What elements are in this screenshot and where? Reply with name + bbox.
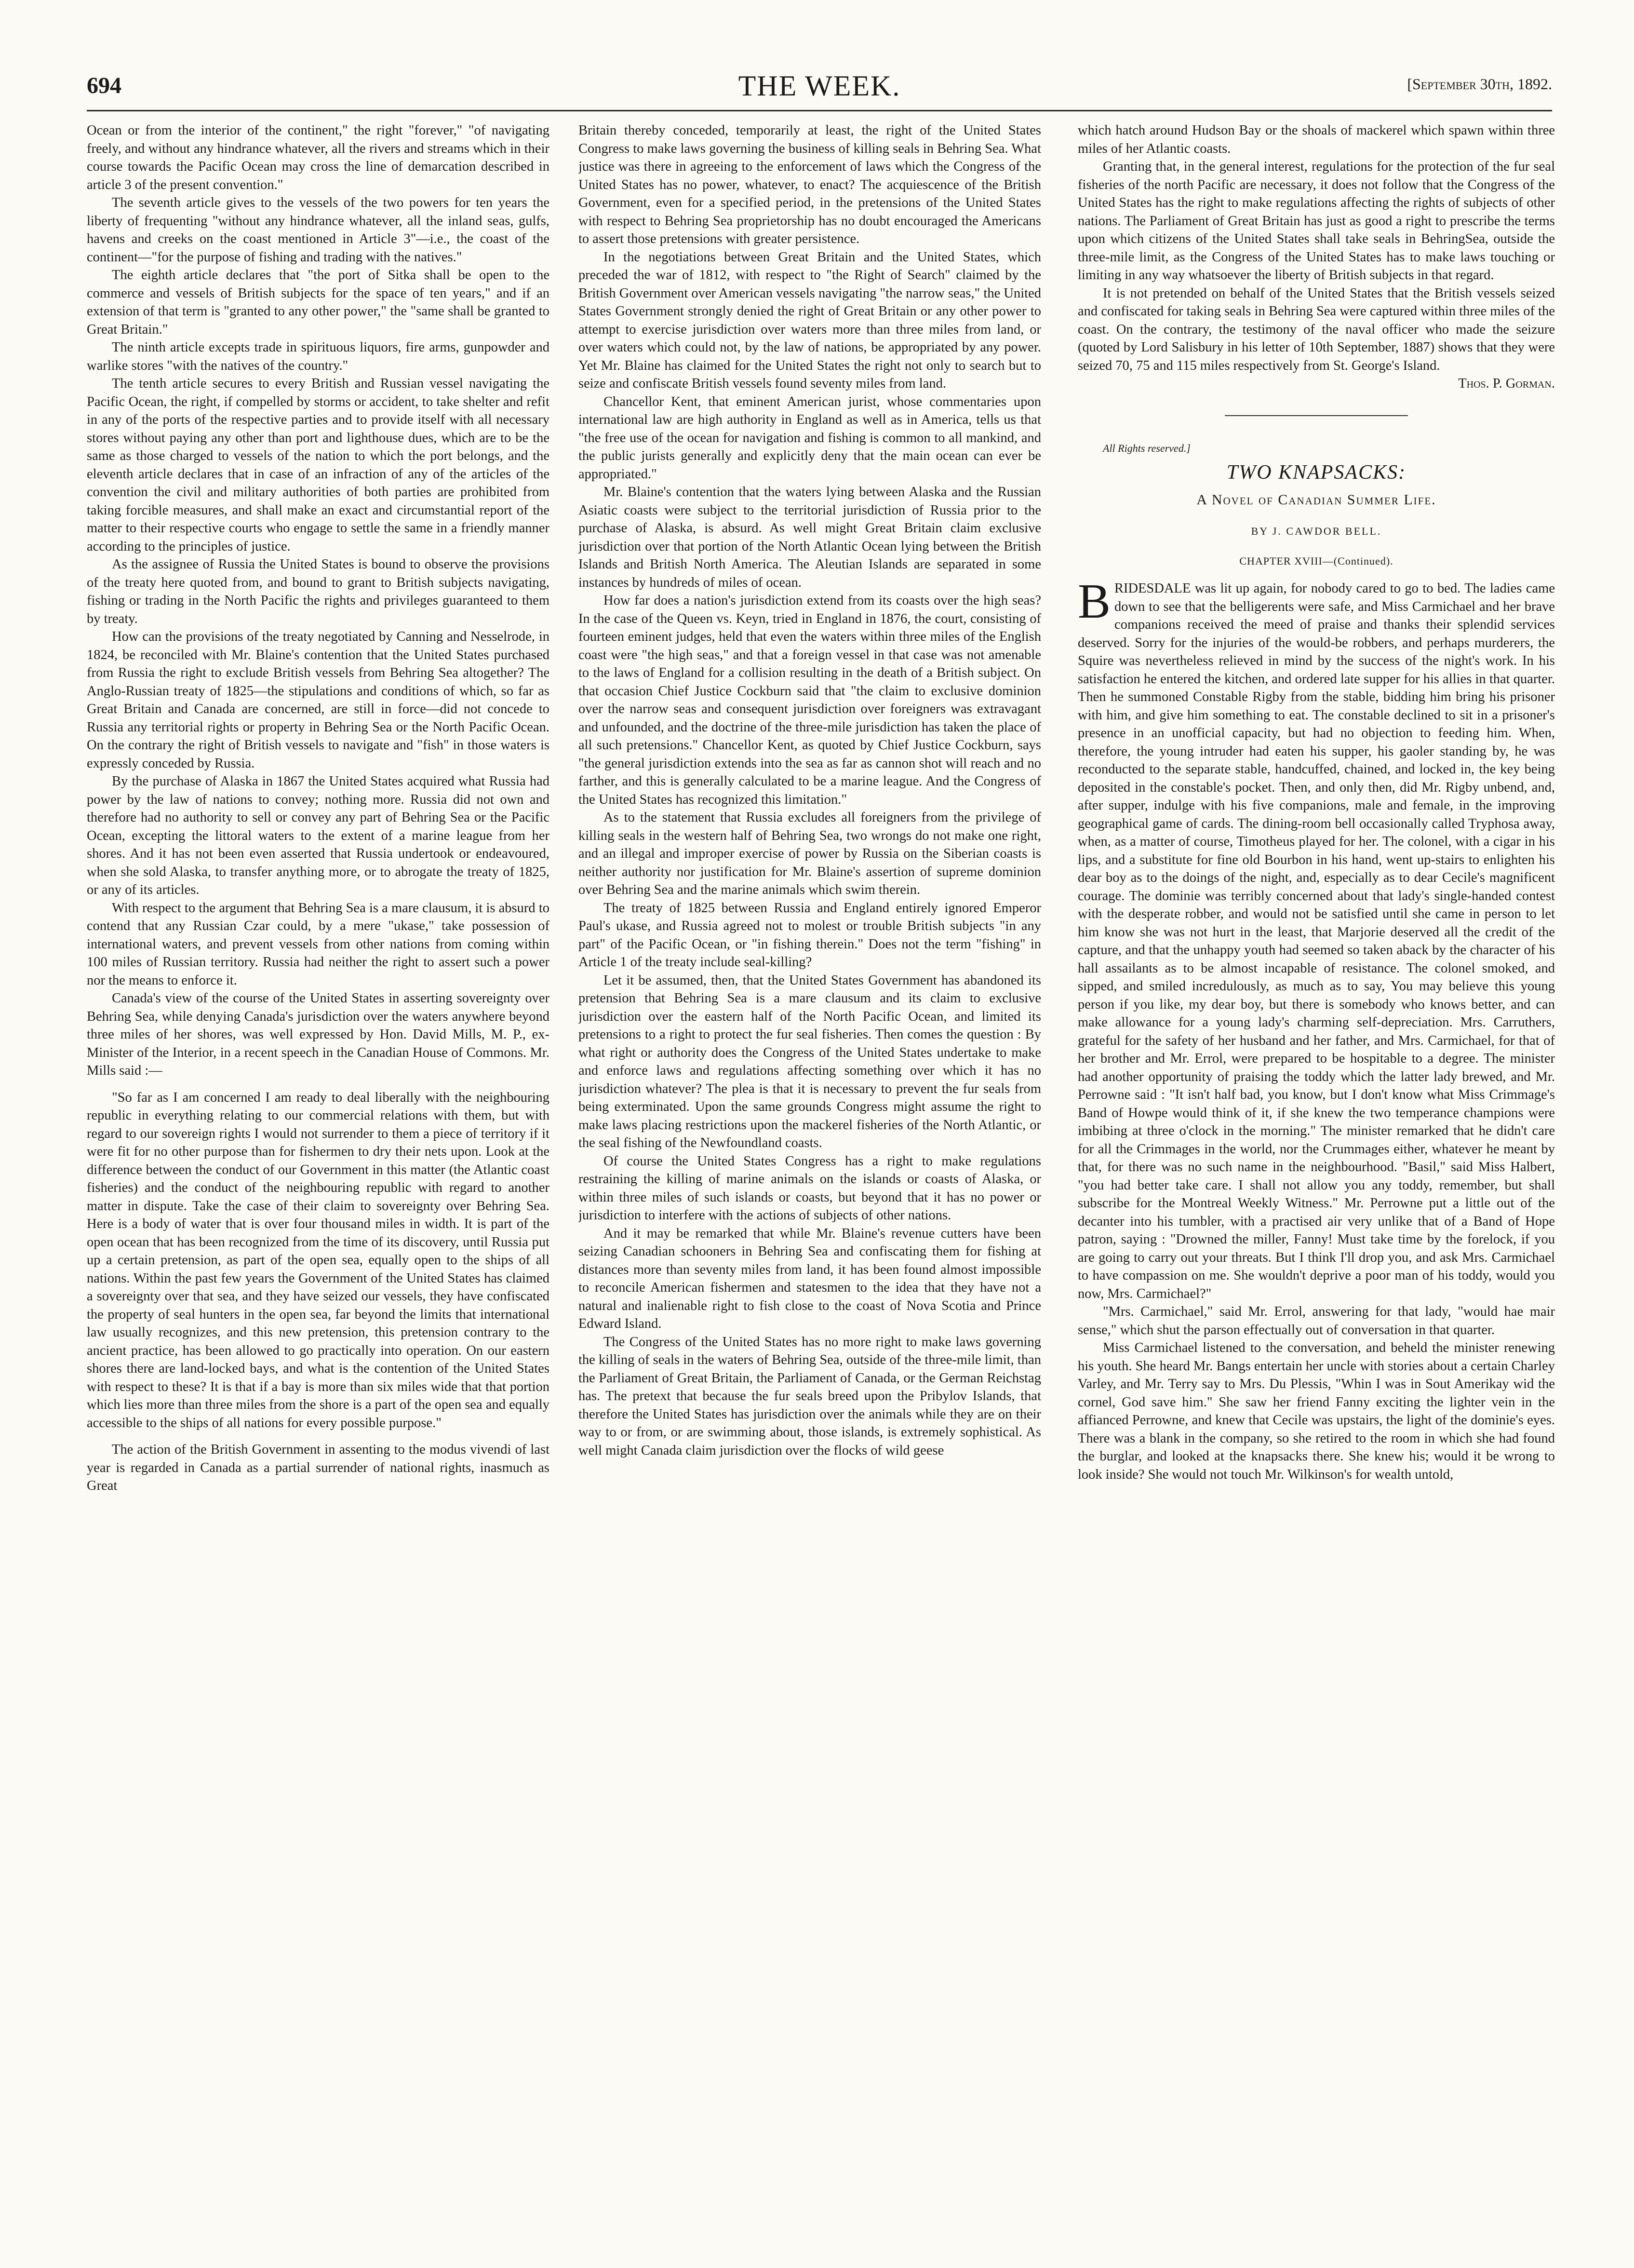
paragraph: Granting that, in the general interest, regulations for the protection of the fur seal fisheries of the north Pacific are necessary, it does not follow that the Congress of the United States has the right to make regulations affecting the rights of subjects of other nations. The Parliament of Great Britain has just as good a right to prescribe the terms upon which citizens of the United States shall take seals in BehringSea, outside the three-mile limit, as the Congress of the United States has to make laws touching or limiting in any way whatsoever the liberty of British subjects in that regard.	[1078, 159, 1555, 283]
paragraph: Let it be assumed, then, that the United States Government has abandoned its pretension that Behring Sea is a mare clausum and its claim to exclusive jurisdiction over the eastern half of the North Pacific Ocean, and limited its pretensions to a right to protect the fur seal fisheries. Then comes the question : By what right or authority does the Congress of the United States undertake to make and enforce laws and regulations affecting something over which it has no jurisdiction whatever? The plea is that it is necessary to prevent the fur seals from being exterminated. Upon the same grounds Congress might assume the right to make laws placing restrictions upon the mackerel fisheries of the North Atlantic, or the seal fishing of the Newfoundland coasts.	[578, 972, 1041, 1150]
column-1	[87, 122, 549, 2253]
page-number: 694	[87, 73, 121, 98]
header-rule	[87, 110, 1552, 111]
story-paragraph: "Mrs. Carmichael," said Mr. Errol, answering for that lady, "would hae mair sense," which shut the parson effectually out of conversation in that quarter.	[1078, 1304, 1555, 1337]
paragraph: The seventh article gives to the vessels of the two powers for ten years the liberty of frequenting "without any hindrance whatever, all the inland seas, gulfs, havens and creeks on the coast mentioned in Article 3"—i.e., the coast of the continent—"for the purpose of fishing and trading with the natives."	[87, 195, 549, 265]
paragraph: Britain thereby conceded, temporarily at least, the right of the United States Congress to make laws governing the business of killing seals in Behring Sea. What justice was there in agreeing to the enforcement of laws which the Congress of the United States has no power, whatever, to enact? The acquiescence of the British Government, even for a specified period, in the pretensions of the United States with respect to Behring Sea proprietorship has no doubt encouraged the Americans to assert those pretensions with greater persistence.	[578, 123, 1041, 246]
paragraph: which hatch around Hudson Bay or the shoals of mackerel which spawn within three miles of her Atlantic coasts.	[1078, 123, 1555, 156]
paragraph: And it may be remarked that while Mr. Blaine's revenue cutters have been seizing Canadian schooners in Behring Sea and confiscating them for fishing at distances more than seventy miles from land, it has been found almost impossible to reconcile American fishermen and statesmen to the idea that they have not a natural and inalienable right to fish close to the coast of Nova Scotia and Prince Edward Island.	[578, 1226, 1041, 1331]
masthead: THE WEEK.	[738, 70, 901, 102]
paragraph: How can the provisions of the treaty negotiated by Canning and Nesselrode, in 1824, be reconciled with Mr. Blaine's contention that the United States purchased from Russia the right to exclude British vessels from Behring Sea altogether? The Anglo-Russian treaty of 1825—the stipulations and conditions of which, so far as Great Britain and Canada are concerned, are still in force—did not concede to Russia any territorial rights or property in Behring Sea or the North Pacific Ocean. On the contrary the right of British vessels to navigate and "fish" in those waters is expressly conceded by Russia.	[87, 629, 549, 771]
paragraph: As the assignee of Russia the United States is bound to observe the provisions of the treaty here quoted from, and bound to grant to British subjects navigating, fishing or trading in the North Pacific the rights and privileges guaranteed to them by treaty.	[87, 557, 549, 626]
column-3	[1078, 122, 1555, 2253]
paragraph: The treaty of 1825 between Russia and England entirely ignored Emperor Paul's ukase, and Russia agreed not to molest or trouble British subjects "in any part" of the Pacific Ocean, or "in fishing therein." Does not the term "fishing" in Article 1 of the treaty include seal-killing?	[578, 900, 1041, 970]
paragraph: By the purchase of Alaska in 1867 the United States acquired what Russia had power by the law of nations to convey; nothing more. Russia did not own and therefore had no authority to sell or convey any part of Behring Sea or the Pacific Ocean, excepting the littoral waters to the extent of a marine league from her shores. And it has not been even asserted that Russia undertook or endeavoured, when she sold Alaska, to transfer anything more, or to abrogate the treaty of 1825, or any of its articles.	[87, 774, 549, 897]
story-text: RIDESDALE was lit up again, for nobody cared to go to bed. The ladies came down to see that the belligerents were safe, and Miss Carmichael and her brave companions received the meed of praise and thanks their splendid services deserved. Sorry for the injuries of the would-be robbers, and perhaps murderers, the Squire was nevertheless relieved in mind by the success of the night's work. In his satisfaction he entered the kitchen, and ordered late supper for his allies in that quarter. Then he summoned Constable Rigby from the stable, bidding him bring his prisoner with him, and give him something to eat. The constable declined to sit in a prisoner's presence in an unofficial capacity, but had no objection to feeding him. When, therefore, the young intruder had eaten his supper, his gaoler standing by, he was reconducted to the separate stable, handcuffed, chained, and locked in, the key being deposited in the constable's pocket. Then, and only then, did Mr. Rigby unbend, and, after supper, indulge with his five companions, male and female, in the improving geographical game of cards. The dining-room bell occasionally called Tryphosa away, when, as a matter of course, Timotheus played for her. The colonel, with a cigar in his lips, and a substitute for fine old Bourbon in his hand, went up-stairs to enlighten his dear boy as to the doings of the night, and, especially as to dear Cecile's magnificent courage. The dominie was terribly concerned about that lady's single-handed contest with the desperate robber, and would not be satisfied until she came in person to let him know she was not hurt in the least, that Marjorie deserved all the credit of the capture, and that the unhappy youth had seemed so taken aback by the character of his hall assailants as to be almost incapable of resistance. The colonel smoked, and sipped, and smiled incredulously, as much as to say, You may believe this young person if you like, my dear boy, but there is somebody who knows better, and can make allowance for a young lady's charming self-depreciation. Mrs. Carruthers, grateful for the safety of her husband and her father, and Mrs. Carmichael, for that of her brother and Mr. Errol, were prepared to be hospitable to a degree. The minister had another opportunity of praising the toddy which the latter lady brewed, and Mr. Perrowne said : "It isn't half bad, you know, but I don't know what Miss Crimmage's Band of Howpe would think of it, if she knew the two temperance champions were imbibing at three o'clock in the morning." The minister remarked that he didn't care for all the Crimmages in the world, nor the Crummages either, whatever he meant by that, for there was no such name in the neighbourhood. "Basil," said Miss Halbert, "you had better take care. I shall not allow you any toddy, remember, but shall subscribe for the Montreal Weekly Witness." Mr. Perrowne put a little out of the decanter into his tumbler, with a practised air very unlike that of a Band of Hope patron, saying : "Drowned the miller, Fanny! Must take time by the forelock, if you are going to carry out your threats. But I think I'll drop you, and ask Mrs. Carmichael to have compassion on me. She wouldn't deprive a poor man of his toddy, would you now, Mrs. Carmichael?"	[1078, 581, 1555, 1301]
paragraph: Canada's view of the course of the United States in asserting sovereignty over Behring Sea, while denying Canada's jurisdiction over the waters anywhere beyond three miles of her shores, was well expressed by Hon. David Mills, M. P., ex-Minister of the Interior, in a recent speech in the Canadian House of Commons. Mr. Mills said :—	[87, 991, 549, 1078]
paragraph: Of course the United States Congress has a right to make regulations restraining the killing of marine animals on the islands or coasts of Alaska, or within three miles of such islands or coasts, but beyond that it has no power or jurisdiction to interfere with the actions of subjects of other nations.	[578, 1153, 1041, 1223]
section-divider	[1225, 415, 1408, 416]
paragraph: The action of the British Government in assenting to the modus vivendi of last year is regarded in Canada as a partial surrender of national rights, inasmuch as Great	[87, 1442, 549, 1493]
story-paragraph: Miss Carmichael listened to the conversation, and beheld the minister renewing his youth. She heard Mr. Bangs entertain her uncle with stories about a certain Charley Varley, and Mr. Terry say to Mrs. Du Plessis, "Whin I was in Sout Amerikay wid the cornel, God save him." She saw her friend Fanny exciting the lighter vein in the affianced Perrowne, and knew that Cecile was upstairs, the light of the dominie's eyes. There was a blank in the company, so she retired to the room in which she had found the burglar, and looked at the knapsacks there. She knew his; would it be wrong to look inside? She would not touch Mr. Wilkinson's for wealth untold,	[1078, 1340, 1555, 1482]
drop-cap: B	[1078, 574, 1111, 629]
story-title: TWO KNAPSACKS:	[1226, 461, 1406, 484]
paragraph: With respect to the argument that Behring Sea is a mare clausum, it is absurd to contend that any Russian Czar could, by a mere "ukase," take possession of international waters, and prevent vessels from other nations from coming within 100 miles of Russian territory. Russia had neither the right to assert such a power nor the means to enforce it.	[87, 900, 549, 988]
story-subtitle: A Novel of Canadian Summer Life.	[1196, 491, 1436, 508]
paragraph: Chancellor Kent, that eminent American jurist, whose commentaries upon international law are high authority in England as well as in America, tells us that "the free use of the ocean for navigation and fishing is common to all mankind, and the public jurists generally and explicitly deny that the main ocean can ever be appropriated."	[578, 394, 1041, 482]
paragraph: As to the statement that Russia excludes all foreigners from the privilege of killing seals in the western half of Behring Sea, two wrongs do not make one right, and an illegal and improper exercise of power by Russia on the Siberian coasts is neither authority nor justification for Mr. Blaine's assertion of supreme dominion over Behring Sea and the marine animals which swim therein.	[578, 810, 1041, 897]
story-byline: BY J. CAWDOR BELL.	[1251, 525, 1382, 537]
quoted-speech: "So far as I am concerned I am ready to deal liberally with the neighbouring republic in everything relating to our commercial relations with them, but with regard to our sovereign rights I would not surrender to them a piece of territory if it were fit for no other purpose than for fishermen to dry their nets upon. Look at the difference between the conduct of our Government in this matter (the Atlantic coast fisheries) and the conduct of the neighbouring republic with regard to another matter in dispute. Take the case of their claim to sovereignty over Behring Sea. Here is a body of water that is over four thousand miles in width. It is part of the open ocean that has been recognized from the time of its discovery, until Russia put up a certain pretension, as part of the open sea, equally open to the ships of all nations. Within the past few years the Government of the United States has claimed a sovereignty over that sea, and they have seized our vessels, they have confiscated the property of seal hunters in the open sea, far beyond the limits that international law usually recognizes, and this new pretension, this pretension contrary to the ancient practice, has been allowed to go practically into operation. On our eastern shores there are land-locked bays, and what is the contention of the United States with respect to these? It is that if a bay is more than six miles wide that that portion which lies more than three miles from the shore is a part of the open sea and equally accessible to the ships of all nations for every possible purpose."	[87, 1090, 549, 1431]
column-2	[578, 122, 1041, 2253]
paragraph: In the negotiations between Great Britain and the United States, which preceded the war of 1812, with respect to "the Right of Search" claimed by the British Government over American vessels navigating "the narrow seas," the United States Government strongly denied the right of Great Britain or any other power to attempt to exercise jurisdiction over waters more than three miles from land, or over waters which could not, by the law of nations, be appropriated by any power. Yet Mr. Blaine has claimed for the United States the right not only to search but to seize and confiscate British vessels found seventy miles from land.	[578, 249, 1041, 391]
story-paragraph	[1078, 574, 1555, 1303]
dateline: [September 30th, 1892.	[1407, 75, 1552, 93]
paragraph: The tenth article secures to every British and Russian vessel navigating the Pacific Ocean, the right, if compelled by storms or accident, to take shelter and refit in any of the ports of the respective parties and to provide itself with all necessary stores without paying any other than port and lighthouse dues, which are to be the same as those charged to vessels of the nation to which the port belongs, and the eleventh article declares that in case of an infraction of any of the articles of the convention the civil and military authorities of both parties are prohibited from taking forcible measures, and shall make an exact and circumstantial report of the matter to their respective courts who engage to settle the same in a friendly manner according to the principles of justice.	[87, 376, 549, 554]
paragraph: How far does a nation's jurisdiction extend from its coasts over the high seas? In the case of the Queen vs. Keyn, tried in England in 1876, the court, consisting of fourteen eminent judges, held that even the waters within three miles of the English coast were "the high seas," and that a foreign vessel in that case was not amenable to the laws of England for a collision resulting in the death of a British subject. On that occasion Chief Justice Cockburn said that "the claim to exclusive dominion over the narrow seas and consequent jurisdiction over foreigners was extravagant and unfounded, and the doctrine of the three-mile jurisdiction has taken the place of all such pretensions." Chancellor Kent, as quoted by Chief Justice Cockburn, says "the general jurisdiction extends into the sea as far as cannon shot will reach and no farther, and this is generally calculated to be a marine league. And the Congress of the United States has recognized this limitation."	[578, 593, 1041, 807]
page-header	[87, 72, 1552, 106]
paragraph: It is not pretended on behalf of the United States that the British vessels seized and confiscated for taking seals in Behring Sea were captured within three miles of the coast. On the contrary, the testimony of the naval officer who made the seizure (quoted by Lord Salisbury in his letter of 10th September, 1887) shows that they were seized 70, 75 and 115 miles respectively from St. George's Island.	[1078, 285, 1555, 373]
author-signature: Thos. P. Gorman.	[1458, 376, 1555, 391]
paragraph: Ocean or from the interior of the continent," the right "forever," "of navigating freely, and without any hindrance whatever, all the rivers and streams which in their course towards the Pacific Ocean may cross the line of demarcation described in article 3 of the present convention."	[87, 123, 549, 192]
paragraph: The ninth article excepts trade in spirituous liquors, fire arms, gunpowder and warlike stores "with the natives of the country."	[87, 340, 549, 373]
rights-notice: All Rights reserved.]	[1103, 442, 1191, 454]
paragraph: The eighth article declares that "the port of Sitka shall be open to the commerce and vessels of British subjects for the space of ten years," and if an extension of that term is "granted to any other power," the "same shall be granted to Great Britain."	[87, 268, 549, 337]
paragraph: Mr. Blaine's contention that the waters lying between Alaska and the Russian Asiatic coasts were subject to the territorial jurisdiction of Russia prior to the purchase of Alaska, is absurd. As well might Great Britain claim exclusive jurisdiction over that portion of the North Atlantic Ocean lying between the British Islands and British North America. The Aleutian Islands are separated in some instances by hundreds of miles of ocean.	[578, 485, 1041, 590]
chapter-heading: CHAPTER XVIII—(Continued).	[1239, 554, 1393, 567]
paragraph: The Congress of the United States has no more right to make laws governing the killing of seals in the waters of Behring Sea, outside of the three-mile limit, than the Parliament of Great Britain, the Parliament of Canada, or the German Reichstag has. The pretext that because the fur seals breed upon the Pribylov Islands, that therefore the United States has jurisdiction over the animals while they are on their way to or from, or are swimming about, those islands, is extremely sophistical. As well might Canada claim jurisdiction over the flocks of wild geese	[578, 1334, 1041, 1458]
